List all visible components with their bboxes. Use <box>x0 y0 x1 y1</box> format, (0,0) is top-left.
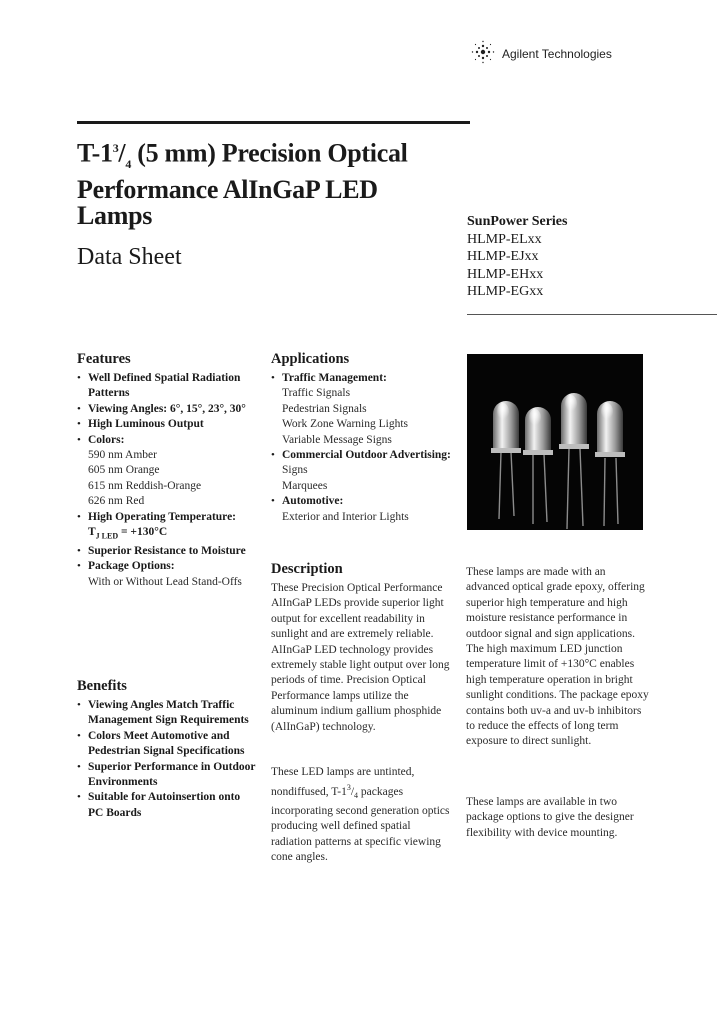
sub-item: Pedestrian Signals <box>282 402 367 415</box>
list-item: • Package Options: With or Without Lead Stand-Offs <box>77 559 257 590</box>
description-heading: Description <box>271 561 343 577</box>
title-line-1: $T-1^3/_4$ (5 mm) Precision Optical <box>77 138 408 171</box>
list-item: • Automotive: Exterior and Interior Lights <box>271 494 456 525</box>
document-type: Data Sheet <box>77 244 182 270</box>
part-number: HLMP-EHxx <box>467 266 544 282</box>
agilent-spark-icon <box>470 39 496 70</box>
title-line-2: Performance AlInGaP LED <box>77 174 378 204</box>
features-heading: Features <box>77 351 131 367</box>
led-lamps-photo <box>467 354 643 530</box>
part-number: HLMP-ELxx <box>467 231 542 247</box>
list-item: • Well Defined Spatial Radiation Patterns <box>77 371 257 402</box>
benefits-list <box>77 698 257 821</box>
sub-item: With or Without Lead Stand-Offs <box>88 575 242 588</box>
part-number: HLMP-EGxx <box>467 284 544 299</box>
description-paragraph: These LED lamps are untinted, nondiffused, $T-1^3/_4$ packages incorporating second generation optics producing well defined spatial radiation patterns at specific viewing cone angles. <box>271 766 450 864</box>
description-paragraph: These lamps are available in two package options to give the designer flexibility with device mounting. <box>466 796 634 839</box>
applications-list <box>271 371 456 525</box>
list-item: • Viewing Angles Match Traffic Management Sign Requirements <box>77 698 257 729</box>
series-name: SunPower Series <box>467 214 568 229</box>
document-title <box>77 135 457 229</box>
list-item: • Superior Performance in Outdoor Environments <box>77 760 257 791</box>
section-rule <box>467 314 717 315</box>
brand-name: Agilent Technologies <box>502 47 612 61</box>
features-list <box>77 371 257 590</box>
title-line-3: Lamps <box>77 200 153 230</box>
sub-item: 605 nm Orange <box>88 464 160 477</box>
list-item: • Commercial Outdoor Advertising: Signs Marquees <box>271 448 456 494</box>
list-item: • Colors Meet Automotive and Pedestrian Signal Specifications <box>77 729 257 760</box>
series-block <box>467 213 567 301</box>
title-rule <box>77 121 470 124</box>
sub-item: Exterior and Interior Lights <box>282 510 409 523</box>
sub-item: Traffic Signals <box>282 387 351 400</box>
list-item: • Superior Resistance to Moisture <box>77 544 257 559</box>
sub-item: Work Zone Warning Lights <box>282 418 409 431</box>
brand-logo <box>470 40 612 68</box>
sub-item: Variable Message Signs <box>282 433 392 446</box>
applications-heading: Applications <box>271 351 350 367</box>
part-number: HLMP-EJxx <box>467 249 539 264</box>
description-paragraph: These lamps are made with an advanced optical grade epoxy, offering superior high temperature and high moisture resistance performance in outdoor signal and sign applications. The high maximum LED junction temperature limit of +130°C enables high temperature operation in bright sunlight conditions. The package epoxy contains both uv-a and uv-b inhibitors to reduce the effects of long term exposure to direct sunlight. <box>466 566 649 748</box>
sub-item: 626 nm Red <box>88 495 145 508</box>
list-item: • High Luminous Output <box>77 417 257 432</box>
sub-item: Signs <box>282 464 308 477</box>
list-item: • Suitable for Autoinsertion onto PC Boards <box>77 790 257 821</box>
sub-item: 590 nm Amber <box>88 449 157 462</box>
list-item: • Traffic Management: Traffic Signals Pedestrian Signals Work Zone Warning Lights Variable Message Signs <box>271 371 456 448</box>
benefits-heading: Benefits <box>77 678 127 694</box>
list-item: • Viewing Angles: 6°, 15°, 23°, 30° <box>77 402 257 417</box>
list-item: • Colors: 590 nm Amber 605 nm Orange 615 nm Reddish-Orange 626 nm Red <box>77 433 257 510</box>
description-paragraph: These Precision Optical Performance AlInGaP LEDs provide superior light output for excellent readability in sunlight and are extremely reliable. AlInGaP LED technology provides extremely stable light output over long periods of time. Precision Optical Performance lamps utilize the aluminum indium gallium phosphide (AlInGaP) technology. <box>271 582 450 733</box>
temperature-rating: $T_{J LED} = +130^\circ C$ <box>88 526 168 541</box>
list-item: • High Operating Temperature: $T_{J LED} = +130^\circ C$ <box>77 510 257 544</box>
sub-item: Marquees <box>282 479 328 492</box>
sub-item: 615 nm Reddish-Orange <box>88 479 202 492</box>
